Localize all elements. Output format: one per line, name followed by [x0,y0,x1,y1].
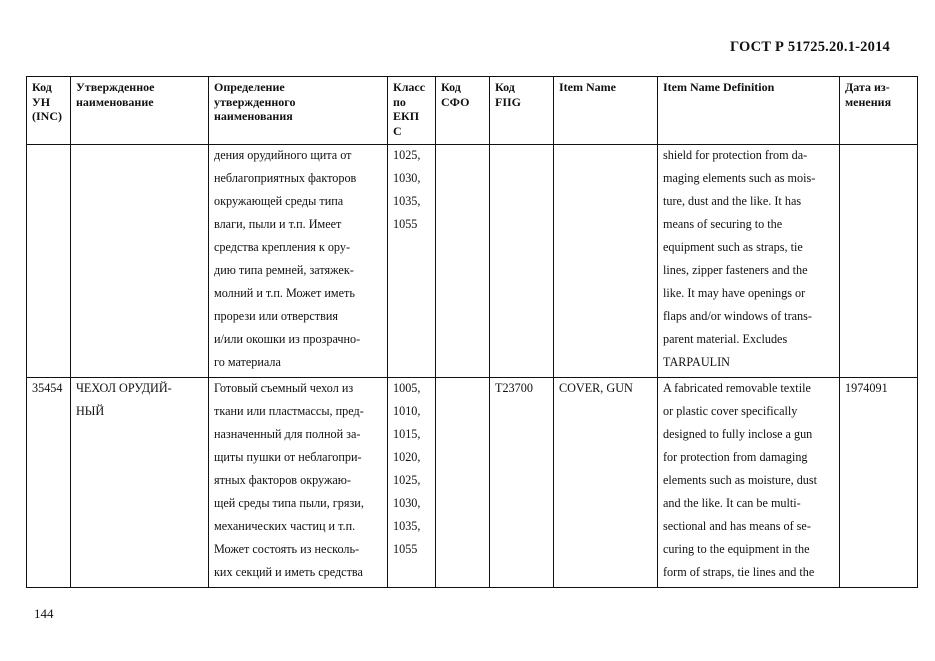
header-definition-ru [209,77,388,145]
cell-text-line: COVER, GUN [559,381,633,395]
header-label-line: Код [441,80,461,94]
cell-text-line: прорези или отверствия [214,309,338,323]
cell-text-line: designed to fully inclose a gun [663,427,813,441]
header-class [388,77,436,145]
cell-name-ru [71,145,209,378]
cell-text-line: A fabricated removable textile [663,381,811,395]
cell-text-line: молний и т.п. Может иметь [214,286,355,300]
cell-text-line: flaps and/or windows of trans- [663,309,812,323]
cell-text-line: окружающей среды типа [214,194,344,208]
cell-text-line: дию типа ремней, затяжек- [214,263,354,277]
header-fiig [490,77,554,145]
header-label-line: наименования [214,109,293,123]
cell-text-line: like. It may have openings or [663,286,806,300]
header-label-line: С [393,123,402,138]
header-label-line: Код [32,80,52,94]
cell-text-line: ture, dust and the like. It has [663,194,802,208]
header-item-definition [658,77,840,145]
cell-inc [27,145,71,378]
cell-text-line: or plastic cover specifically [663,404,798,418]
table-row [27,378,918,588]
cell-class [388,145,436,378]
cell-text-line: 1015, [393,427,421,441]
cell-text-line: curing to the equipment in the [663,542,810,556]
cell-text-line: and the like. It can be multi- [663,496,801,510]
cell-text-line: shield for protection from da- [663,148,808,162]
cell-text-line: 1025, [393,148,421,162]
header-label-line: Определение [214,80,285,94]
cell-text-line: щиты пушки от неблагопри- [214,450,362,464]
cell-text-line: 35454 [32,381,63,395]
catalog-table [26,76,918,588]
cell-text-line: 1974091 [845,381,888,395]
cell-text-line: и/или окошки из прозрачно- [214,332,361,346]
header-label-line: наименование [76,94,154,109]
cell-text-line: equipment such as straps, tie [663,240,803,254]
document-header: ГОСТ Р 51725.20.1-2014 [729,39,890,55]
cell-text-line: влаги, пыли и т.п. Имеет [214,217,342,231]
cell-text-line: НЫЙ [76,404,105,418]
cell-sfo [436,145,490,378]
cell-item-definition [658,378,840,588]
header-label-line: Утвержденное [76,80,155,94]
cell-text-line: parent material. Excludes [663,332,788,346]
header-label-line: СФО [441,94,470,109]
cell-text-line: Готовый съемный чехол из [214,381,354,395]
cell-text-line: 1030, [393,496,421,510]
cell-text-line: средства крепления к ору- [214,240,351,254]
cell-text-line: 1010, [393,404,421,418]
cell-text-line: maging elements such as mois- [663,171,816,185]
cell-date [840,378,918,588]
cell-text-line: неблагоприятных факторов [214,171,357,185]
cell-text-line: назначенный для полной за- [214,427,361,441]
cell-text-line: form of straps, tie lines and the [663,565,815,579]
cell-class [388,378,436,588]
cell-definition-ru [209,378,388,588]
cell-fiig [490,378,554,588]
header-sfo [436,77,490,145]
cell-text-line: ткани или пластмассы, пред- [214,404,364,418]
header-label-line: (INC) [32,109,62,123]
cell-text-line: means of securing to the [663,217,783,231]
header-label-line: УН [32,94,51,109]
cell-text-line: ЧЕХОЛ ОРУДИЙ- [76,381,172,395]
header-label-line: по [393,94,406,109]
cell-item-definition [658,145,840,378]
header-label-line: Item Name [559,80,616,94]
cell-definition-ru [209,145,388,378]
header-label-line: утвержденного [214,94,296,109]
header-date [840,77,918,145]
cell-text-line: механических частиц и т.п. [214,519,356,533]
table-row [27,145,918,378]
cell-text-line: го материала [214,355,281,369]
cell-text-line: Может состоять из несколь- [214,542,360,556]
header-label-line: FIIG [495,94,522,109]
cell-text-line: lines, zipper fasteners and the [663,263,808,277]
header-label-line: Item Name Definition [663,80,775,94]
cell-text-line: 1055 [393,542,418,556]
cell-fiig [490,145,554,378]
header-item-name [554,77,658,145]
cell-item-name [554,145,658,378]
cell-text-line: дения орудийного щита от [214,148,352,162]
cell-date [840,145,918,378]
cell-inc [27,378,71,588]
cell-text-line: 1035, [393,519,421,533]
cell-text-line: ятных факторов окружаю- [214,473,351,487]
header-name-ru [71,77,209,145]
cell-text-line: щей среды типа пыли, грязи, [214,496,364,510]
cell-text-line: T23700 [495,381,533,395]
header-label-line: ЕКП [393,109,420,123]
header-label-line: Дата из- [845,80,890,94]
cell-text-line: ких секций и иметь средства [214,565,363,579]
page-number: 144 [34,606,54,621]
cell-text-line: 1025, [393,473,421,487]
cell-sfo [436,378,490,588]
header-label-line: Код [495,80,515,94]
cell-name-ru [71,378,209,588]
cell-text-line: 1035, [393,194,421,208]
cell-text-line: 1030, [393,171,421,185]
cell-text-line: sectional and has means of se- [663,519,811,533]
cell-text-line: for protection from damaging [663,450,808,464]
cell-text-line: 1005, [393,381,421,395]
cell-text-line: TARPAULIN [663,355,730,369]
cell-text-line: 1020, [393,450,421,464]
cell-item-name [554,378,658,588]
header-inc [27,77,71,145]
cell-text-line: 1055 [393,217,418,231]
cell-text-line: elements such as moisture, dust [663,473,818,487]
header-label-line: Класс [393,80,426,94]
table-header-row [27,77,918,145]
header-label-line: менения [845,94,892,109]
